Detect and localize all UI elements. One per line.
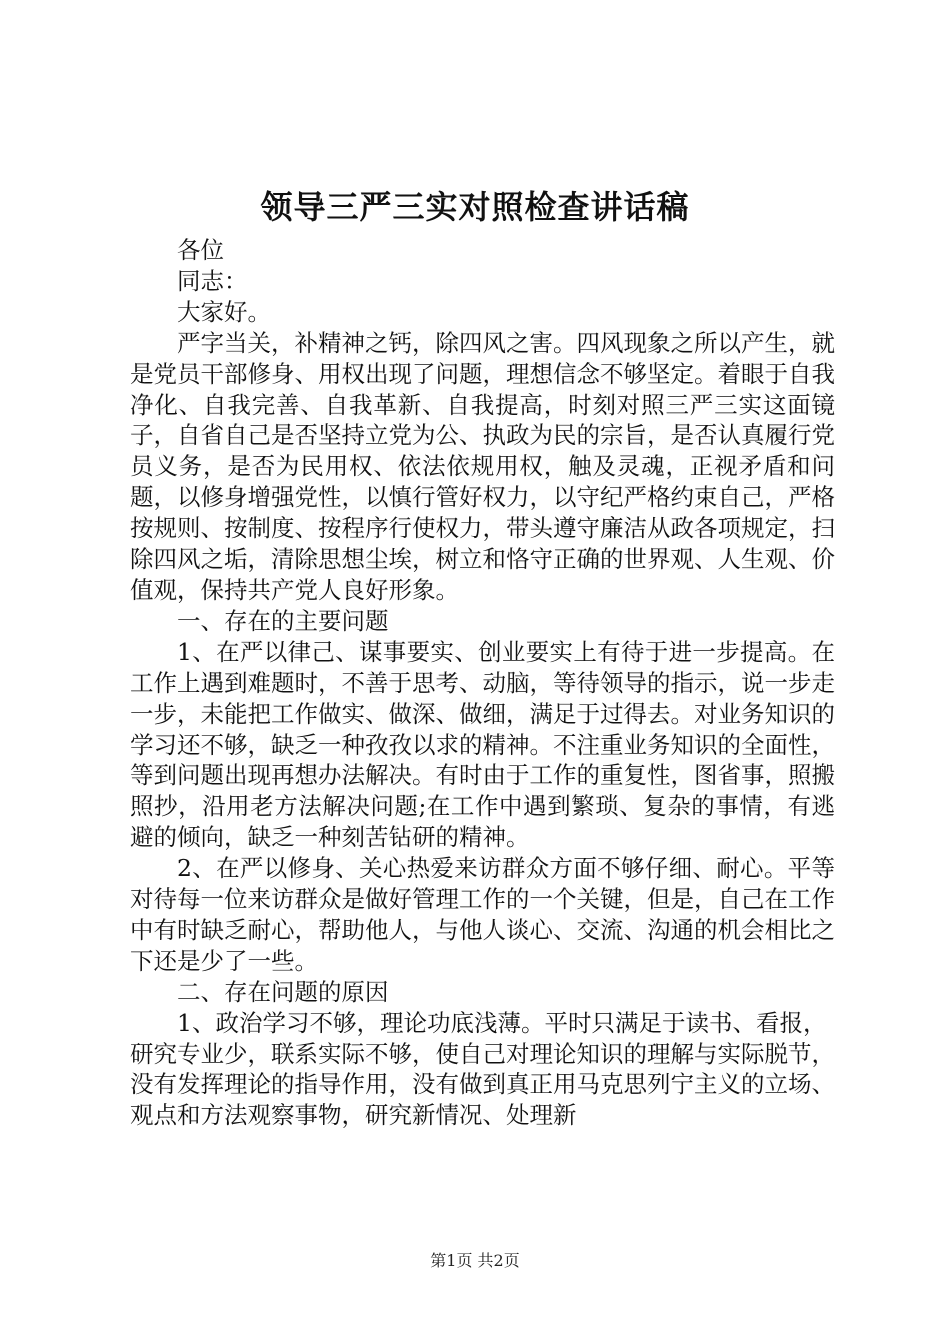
- page-footer: 第1页 共2页: [430, 1251, 520, 1270]
- salutation-line-2: 同志：: [177, 266, 248, 295]
- problem-item-1: 1、在严以律己、谋事要实、创业要实上有待于进一步提高。在工作上遇到难题时，不善于思考、动脑，等待领导的指示，说一步走一步，未能把工作做实、做深、做细，满足于过得去。对业务知识的学习还不够，缺乏一种孜孜以求的精神。不注重业务知识的全面性，等到问题出现再想办法解决。有时由于工作的重复性，图省事，照搬照抄，沿用老方法解决问题;在工作中遇到繁琐、复杂的事情，有逃避的倾向，缺乏一种刻苦钻研的精神。: [130, 637, 835, 852]
- section-heading-problems: 一、存在的主要问题: [177, 606, 389, 635]
- salutation-line-1: 各位: [177, 236, 224, 264]
- document-body: [130, 235, 835, 1131]
- section-heading-causes: 二、存在问题的原因: [177, 977, 389, 1006]
- cause-item-1: 1、政治学习不够，理论功底浅薄。平时只满足于读书、看报，研究专业少，联系实际不够，使自己对理论知识的理解与实际脱节，没有发挥理论的指导作用，没有做到真正用马克思列宁主义的立场、观点和方法观察事物，研究新情况、处理新: [130, 1008, 835, 1130]
- problem-item-2: 2、在严以修身、关心热爱来访群众方面不够仔细、耐心。平等对待每一位来访群众是做好管理工作的一个关键，但是，自己在工作中有时缺乏耐心，帮助他人，与他人谈心、交流、沟通的机会相比之下还是少了一些。: [130, 854, 835, 975]
- document-title: 领导三严三实对照检查讲话稿: [260, 188, 690, 226]
- greeting: 大家好。: [177, 297, 271, 326]
- intro-paragraph: 严字当关，补精神之钙，除四风之害。四风现象之所以产生，就是党员干部修身、用权出现了问题，理想信念不够坚定。着眼于自我净化、自我完善、自我革新、自我提高，时刻对照三严三实这面镜子，自省自己是否坚持立党为公、执政为民的宗旨，是否认真履行党员义务，是否为民用权、依法依规用权，触及灵魂，正视矛盾和问题，以修身增强党性，以慎行管好权力，以守纪严格约束自己，严格按规则、按制度、按程序行使权力，带头遵守廉洁从政各项规定，扫除四风之垢，清除思想尘埃，树立和恪守正确的世界观、人生观、价值观，保持共产党人良好形象。: [130, 328, 835, 604]
